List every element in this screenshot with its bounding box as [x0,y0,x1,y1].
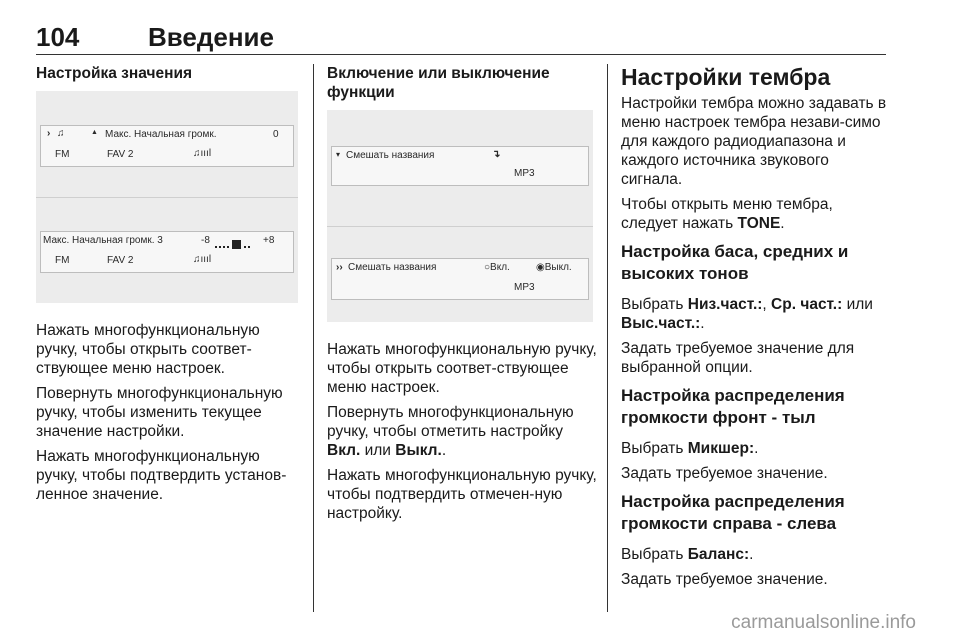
column-divider [313,64,314,612]
watermark: carmanualsonline.info [731,612,916,633]
paragraph: Нажать многофункциональную ручку, чтобы открыть соответ-ствующее меню настроек. [36,322,260,377]
format-label: MP3 [514,168,535,179]
column-divider [607,64,608,612]
section-heading: Включение или выключение функции [327,65,550,101]
menu-display [40,125,294,167]
setting-label: Макс. Начальная громк. [105,129,217,140]
divider [327,226,593,227]
arrow-icon: ›› [336,262,343,273]
arrow-icon: ▾ [336,150,341,159]
paragraph: Задать требуемое значение для выбранной опции. [621,340,855,376]
scale-marker [232,240,241,249]
menu-display [331,146,589,186]
favourite-label: FAV 2 [107,149,134,160]
paragraph: Задать требуемое значение. [621,571,828,588]
paragraph: Нажать многофункциональную ручку, чтобы подтвердить отмечен-ную настройку. [327,467,597,522]
scale-max: +8 [263,235,275,246]
arrow-icon: › [47,128,51,139]
format-label: MP3 [514,282,535,293]
section-heading: Настройка значения [36,65,193,82]
source-label: FM [55,255,70,266]
setting-label: Макс. Начальная громк. 3 [43,235,163,246]
column-value-setting [36,64,304,510]
page-title: Введение [148,22,274,52]
signal-icon: ♫ıııl [193,254,212,265]
page-header [36,22,886,52]
subsection-heading: Настройка баса, средних и высоких тонов [621,242,849,283]
column-tone-settings [621,64,889,595]
paragraph: Нажать многофункциональную ручку, чтобы открыть соответ-ствующее меню настроек. [327,341,597,396]
paragraph: Выбрать Низ.част.:, Ср. част.: или Выс.част.:. [621,296,873,332]
paragraph: Выбрать Микшер:. [621,440,759,457]
divider [36,197,298,198]
subsection-heading: Настройка распределения громкости справа - слева [621,492,845,533]
page-number: 104 [36,22,80,52]
column-toggle-function [327,64,599,529]
signal-icon: ♫ıııl [193,148,212,159]
paragraph: Нажать многофункциональную ручку, чтобы подтвердить установ-ленное значение. [36,448,287,503]
header-divider [36,54,886,55]
paragraph: Настройки тембра можно задавать в меню настроек тембра незави-симо для каждого радиодиапазона и каждого источника звукового сигнала. [621,95,887,188]
scale-dot [227,246,229,248]
scale-dot [244,246,246,248]
subsection-heading: Настройка распределения громкости фронт - тыл [621,386,845,427]
paragraph: Выбрать Баланс:. [621,546,754,563]
display-illustration [36,91,298,303]
paragraph: Чтобы открыть меню тембра, следует нажать TONE. [621,196,833,232]
scale-min: -8 [201,235,210,246]
option-display [331,258,589,300]
option-on: ○Вкл. [484,262,510,273]
scale-dot [219,246,221,248]
shuffle-icon: ↴ [492,149,501,160]
display-illustration [327,110,593,322]
paragraph: Задать требуемое значение. [621,465,828,482]
setting-label: Смешать названия [348,262,437,273]
scale-dot [215,246,217,248]
paragraph: Повернуть многофункциональную ручку, чтобы отметить настройку Вкл. или Выкл.. [327,404,574,459]
value-display [40,231,294,273]
scale-dot [248,246,250,248]
scale-dot [223,246,225,248]
paragraph: Повернуть многофункциональную ручку, чтобы изменить текущее значение настройки. [36,385,283,440]
favourite-label: FAV 2 [107,255,134,266]
up-arrow-icon: ▲ [91,129,98,136]
source-label: FM [55,149,70,160]
setting-value: 0 [273,129,279,140]
option-off: ◉Выкл. [536,262,572,273]
setting-label: Смешать названия [346,150,435,161]
music-icon: ♫ [57,128,65,139]
section-title: Настройки тембра [621,64,831,90]
